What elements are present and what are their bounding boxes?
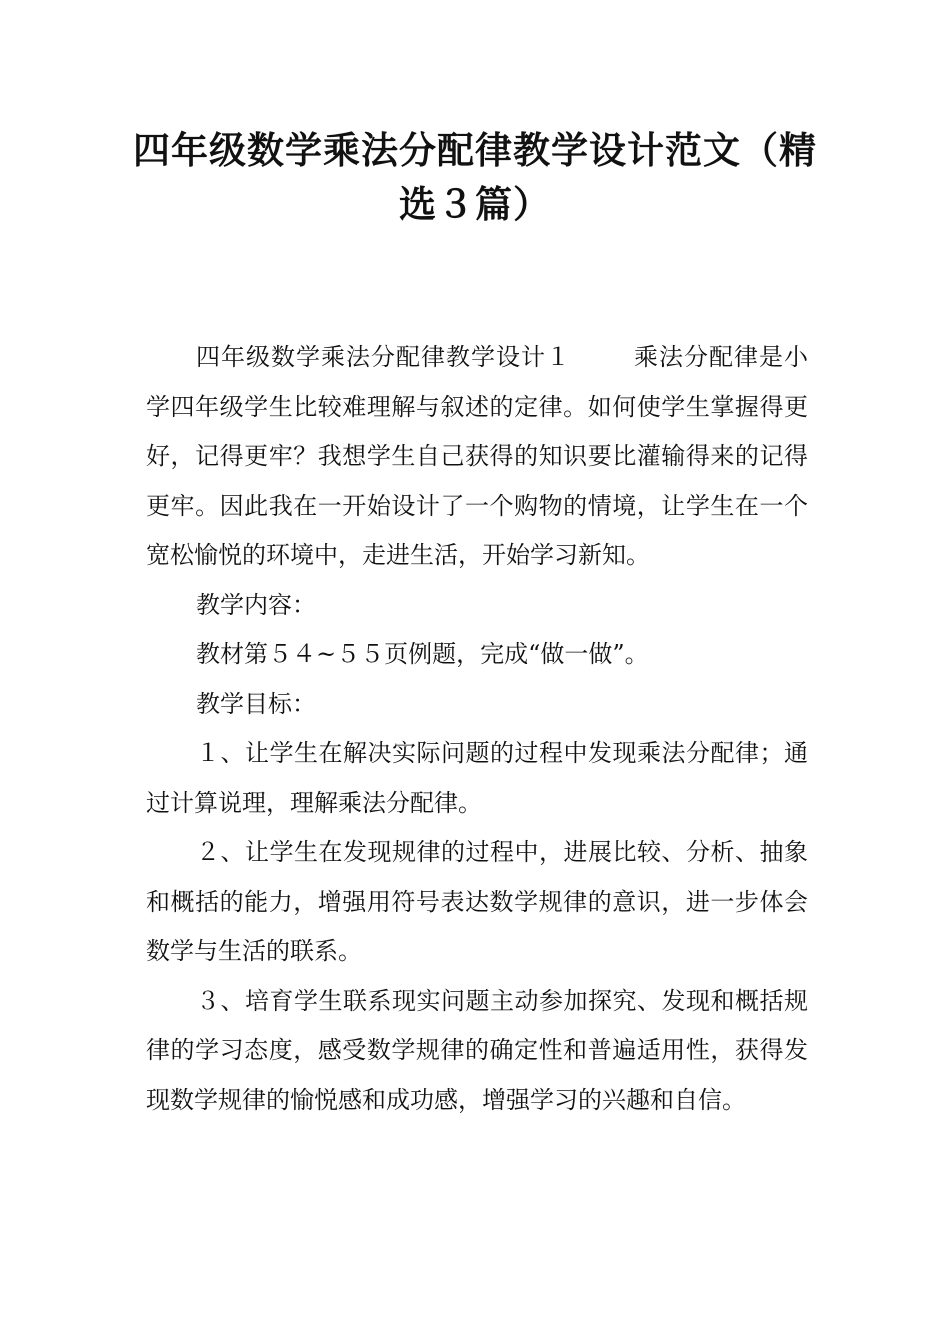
- document-title: [100, 124, 850, 232]
- goal-2: ２、让学生在发现规律的过程中，进展比较、分析、抽象和概括的能力，增强用符号表达数学规律的意识，进一步体会数学与生活的联系。: [146, 838, 808, 965]
- goal-1: １、让学生在解决实际问题的过程中发现乘法分配律；通过计算说理，理解乘法分配律。: [146, 739, 808, 817]
- document-body: [146, 333, 808, 1125]
- goals-label: 教学目标：: [196, 689, 316, 718]
- content-text: 教材第５４~５５页例题，完成“做一做”。: [196, 640, 649, 668]
- intro-paragraph: [146, 333, 808, 581]
- intro-heading: 四年级数学乘法分配律教学设计１: [196, 343, 571, 371]
- goal-3: ３、培育学生联系现实问题主动参加探究、发现和概括规律的学习态度，感受数学规律的确定性和普遍适用性，获得发现数学规律的愉悦感和成功感，增强学习的兴趣和自信。: [146, 986, 808, 1114]
- content-label: 教学内容：: [196, 590, 316, 619]
- title-line-2: 选３篇）: [399, 183, 551, 226]
- intro-text: 乘法分配律是小学四年级学生比较难理解与叙述的定律。如何使学生掌握得更好，记得更牢？我想学生自己获得的知识要比灌输得来的记得更牢。因此我在一开始设计了一个购物的情境，让学生在一个宽松愉悦的环境中，走进生活，开始学习新知。: [146, 343, 808, 569]
- title-line-1: 四年级数学乘法分配律教学设计范文（精: [133, 129, 817, 172]
